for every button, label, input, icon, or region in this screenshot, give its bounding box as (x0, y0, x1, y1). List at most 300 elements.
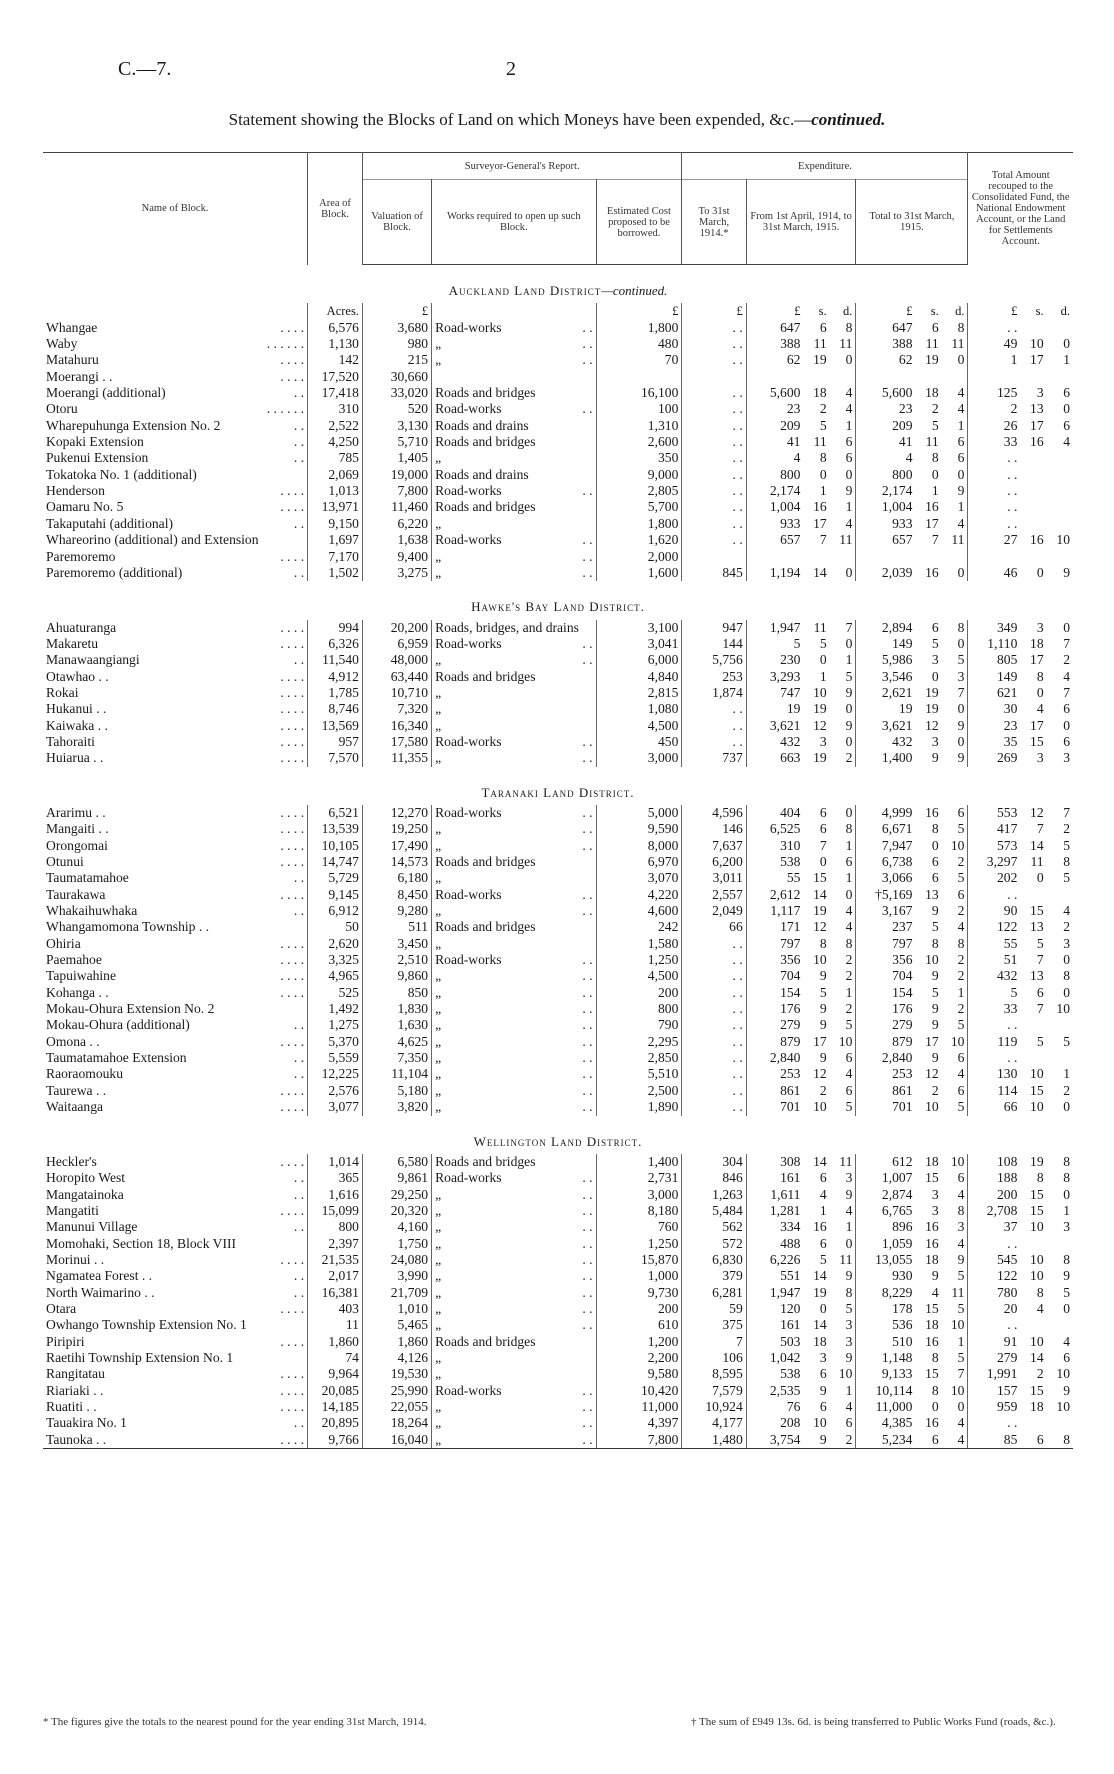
est-cost-cell: 2,000 (596, 549, 682, 565)
period-pounds: 2,840 (769, 1050, 801, 1066)
recouped-shillings: 5 (1036, 1033, 1044, 1049)
recouped-shillings: 4 (1036, 1300, 1044, 1316)
block-name-cell (43, 1268, 308, 1284)
period-shillings: 3 (819, 1349, 827, 1365)
total-pounds: 6,738 (881, 854, 913, 869)
block-name: Henderson (46, 483, 105, 499)
table-header (43, 153, 1073, 265)
period-pounds: 41 (786, 434, 801, 450)
total-shillings: 16 (925, 1235, 939, 1251)
period-shillings: 18 (813, 385, 827, 401)
leader-dots: . . (582, 483, 593, 499)
recouped-pounds: 49 (1003, 336, 1018, 352)
recouped-pounds: . . (1007, 886, 1018, 902)
total-shillings: 12 (925, 1066, 939, 1082)
area-cell: 13,539 (308, 821, 363, 837)
area-cell: 525 (308, 985, 363, 1001)
est-cost-cell: 2,850 (596, 1050, 682, 1066)
block-name-cell (43, 1170, 308, 1186)
total-pence: 10 (942, 1034, 968, 1050)
est-cost-cell: 100 (596, 401, 682, 417)
valuation-cell: 5,180 (362, 1083, 431, 1099)
est-cost-cell: 4,220 (596, 887, 682, 903)
to-1914-cell: 1,263 (682, 1187, 746, 1203)
total-pounds: 178 (892, 1300, 913, 1316)
block-name-cell (43, 1050, 308, 1066)
block-name-cell (43, 1203, 308, 1219)
total-pounds: 3,167 (881, 903, 913, 919)
works-cell (432, 821, 597, 837)
period-pence: 1 (830, 838, 856, 854)
period-pounds: 1,947 (769, 1284, 801, 1300)
block-name: Otoru (46, 401, 78, 417)
table-row (43, 1170, 1073, 1186)
recouped-pence: 0 (1063, 1099, 1070, 1115)
recouped-pence: 6 (1063, 385, 1070, 401)
block-name: Tauakira No. 1 (46, 1415, 127, 1431)
total-pounds: 7,947 (881, 837, 913, 853)
header-name: Name of Block. (43, 153, 308, 265)
works-text: „ (435, 1186, 442, 1202)
total-shillings: 5 (931, 417, 939, 433)
recouped-pounds: 130 (997, 1066, 1018, 1082)
total-pounds: 2,894 (881, 619, 913, 635)
block-name-cell (43, 718, 308, 734)
recouped-pence (1047, 1317, 1073, 1333)
works-text: „ (435, 935, 442, 951)
total-pounds: 23 (898, 401, 913, 417)
recouped-pence: 5 (1063, 1284, 1070, 1300)
period-shillings: 14 (813, 1153, 827, 1169)
block-name-cell (43, 320, 308, 336)
to-1914-cell (682, 369, 746, 385)
works-cell (432, 336, 597, 352)
period-pounds: 663 (780, 750, 801, 766)
area-cell: 9,766 (308, 1432, 363, 1449)
period-pence: 5 (830, 669, 856, 685)
to-1914-cell: . . (682, 418, 746, 434)
total-shillings (915, 369, 941, 385)
area-cell: 12,225 (308, 1066, 363, 1082)
leader-dots: . . . . (280, 684, 305, 700)
period-pence: 0 (830, 467, 856, 483)
period-pounds: 1,117 (770, 903, 801, 919)
works-cell (432, 320, 597, 336)
period-pence: 4 (830, 903, 856, 919)
works-cell (432, 854, 597, 870)
works-cell (432, 903, 597, 919)
works-cell (432, 1083, 597, 1099)
period-pounds: 879 (780, 1033, 801, 1049)
block-name-cell (43, 516, 308, 532)
area-cell: 9,964 (308, 1366, 363, 1382)
table-row (43, 1066, 1073, 1082)
works-cell (432, 1034, 597, 1050)
table-row (43, 1399, 1073, 1415)
works-cell (432, 887, 597, 903)
est-cost-cell: 1,000 (596, 1268, 682, 1284)
works-cell (432, 450, 597, 466)
est-cost-cell: 450 (596, 734, 682, 750)
works-cell (432, 1268, 597, 1284)
valuation-cell: 511 (362, 919, 431, 935)
est-cost-cell: 350 (596, 450, 682, 466)
to-1914-cell: 5,756 (682, 652, 746, 668)
period-shillings: 9 (819, 968, 827, 984)
table-row (43, 450, 1073, 466)
recouped-shillings: 4 (1036, 701, 1044, 717)
period-pence: 6 (830, 434, 856, 450)
period-pence: 0 (830, 636, 856, 652)
leader-dots: . . (293, 385, 305, 401)
recouped-pounds: . . (1007, 450, 1018, 466)
works-text: „ (435, 450, 442, 466)
block-name: Makaretu (46, 635, 99, 651)
total-pence: 9 (942, 750, 968, 766)
recouped-pence (1047, 450, 1073, 466)
works-cell (432, 652, 597, 668)
works-cell (432, 636, 597, 652)
block-name: Huiarua . . (46, 750, 104, 766)
block-name-cell (43, 685, 308, 701)
district-title: Hawke's Bay Land District. (471, 599, 645, 615)
leader-dots: . . . . (280, 548, 305, 564)
total-shillings: 10 (925, 1099, 939, 1115)
recouped-pounds: 108 (997, 1153, 1018, 1169)
recouped-pence: 0 (1063, 401, 1070, 417)
block-name-cell (43, 620, 308, 636)
block-name: Kohanga . . (46, 984, 109, 1000)
total-shillings: 6 (915, 1432, 941, 1449)
period-pence: 2 (830, 968, 856, 984)
total-shillings: 16 (925, 564, 939, 580)
period-pence: 5 (830, 1017, 856, 1033)
table-row (43, 1383, 1073, 1399)
total-pence: 5 (942, 1301, 968, 1317)
recouped-shillings: 6 (1036, 984, 1044, 1000)
works-cell (432, 352, 597, 368)
total-shillings: 3 (931, 733, 939, 749)
table-row (43, 903, 1073, 919)
leader-dots: . . (582, 952, 593, 968)
period-pounds: 23 (786, 401, 801, 417)
period-pounds: 2,612 (769, 886, 801, 902)
to-1914-cell: . . (682, 320, 746, 336)
period-pence: 1 (830, 499, 856, 515)
area-cell: 3,077 (308, 1099, 363, 1115)
recouped-pence (1047, 1236, 1073, 1252)
leader-dots: . . . . (280, 1366, 305, 1382)
leader-dots: . . (582, 1251, 593, 1267)
valuation-cell: 16,040 (362, 1432, 431, 1449)
period-pounds: 279 (780, 1017, 801, 1033)
total-pounds: 879 (892, 1033, 913, 1049)
period-pounds: 4 (793, 450, 801, 466)
recouped-pounds: 90 (1003, 903, 1018, 919)
total-shillings: 16 (925, 499, 939, 515)
total-pounds: 3,621 (881, 717, 913, 733)
area-cell: 994 (308, 620, 363, 636)
works-cell (432, 565, 597, 581)
total-shillings: 17 (925, 1033, 939, 1049)
period-shillings: 12 (813, 717, 827, 733)
total-pence (942, 549, 968, 565)
works-text: Roads and bridges (435, 385, 536, 401)
total-pounds: 896 (892, 1219, 913, 1235)
table-row (43, 1017, 1073, 1033)
period-pence: 5 (830, 1301, 856, 1317)
period-shillings: 6 (819, 804, 827, 820)
period-pounds: 704 (780, 968, 801, 984)
total-shillings: 6 (931, 319, 939, 335)
table-row (43, 418, 1073, 434)
leader-dots: . . (293, 870, 305, 886)
period-pounds: 171 (780, 919, 801, 935)
period-shillings (803, 369, 829, 385)
recouped-pence: 0 (1063, 619, 1070, 635)
period-pounds: 230 (780, 652, 801, 668)
period-shillings: 0 (819, 652, 827, 668)
period-shillings: 5 (819, 417, 827, 433)
table-row (43, 1187, 1073, 1203)
recouped-pounds: 432 (997, 968, 1018, 984)
works-text: „ (435, 1349, 442, 1365)
to-1914-cell: . . (682, 1099, 746, 1115)
est-cost-cell: 4,397 (596, 1415, 682, 1431)
period-shillings: 19 (813, 750, 827, 766)
block-name: Whakaihuwhaka (46, 903, 138, 919)
valuation-cell: 6,580 (362, 1154, 431, 1170)
period-shillings: 14 (813, 886, 827, 902)
recouped-pence: 9 (1063, 1268, 1070, 1284)
period-pence: 6 (830, 854, 856, 870)
valuation-cell: 1,750 (362, 1236, 431, 1252)
recouped-pence: 4 (1063, 668, 1070, 684)
table-row (43, 870, 1073, 886)
works-text: „ (435, 1235, 442, 1251)
area-cell: 4,250 (308, 434, 363, 450)
leader-dots: . . . . (280, 619, 305, 635)
to-1914-cell: . . (682, 734, 746, 750)
area-cell: 10,105 (308, 838, 363, 854)
recouped-pence: 2 (1063, 821, 1070, 837)
works-cell (432, 1219, 597, 1235)
block-name-cell (43, 565, 308, 581)
table-row (43, 483, 1073, 499)
valuation-cell: 7,350 (362, 1050, 431, 1066)
leader-dots: . . (582, 319, 593, 335)
works-text: „ (435, 1300, 442, 1316)
area-cell: 2,397 (308, 1236, 363, 1252)
block-name: Manunui Village (46, 1219, 138, 1235)
works-text: „ (435, 1317, 442, 1333)
valuation-cell: 1,405 (362, 450, 431, 466)
recouped-shillings: 10 (1030, 1268, 1044, 1284)
recouped-shillings: 16 (1030, 434, 1044, 450)
unit-pence: d. (942, 303, 968, 319)
block-name: Ohiria (46, 935, 81, 951)
block-name: Ruatiti . . (46, 1399, 97, 1414)
works-text: „ (435, 1431, 442, 1447)
period-pence: 11 (830, 336, 856, 352)
unit-pounds: £ (906, 304, 913, 319)
total-shillings: 11 (925, 434, 939, 450)
period-pounds: 503 (780, 1333, 801, 1349)
to-1914-cell: 737 (682, 750, 746, 766)
valuation-cell: 850 (362, 985, 431, 1001)
est-cost-cell: 7,800 (596, 1432, 682, 1449)
recouped-pounds: 27 (1003, 532, 1018, 548)
recouped-pounds: 33 (1003, 434, 1018, 450)
total-pounds: 432 (892, 733, 913, 749)
period-shillings: 16 (813, 499, 827, 515)
block-name: Orongomai (46, 837, 108, 853)
total-pounds: 5,600 (881, 385, 913, 401)
period-shillings: 0 (819, 466, 827, 482)
table-row (43, 401, 1073, 417)
leader-dots: . . (582, 1268, 593, 1284)
recouped-shillings: 3 (1036, 385, 1044, 401)
table-row (43, 1001, 1073, 1017)
block-name-cell (43, 701, 308, 717)
period-shillings: 9 (819, 1001, 827, 1017)
works-text: „ (435, 837, 442, 853)
block-name-cell (43, 887, 308, 903)
total-shillings: 5 (931, 984, 939, 1000)
recouped-pounds: 66 (1003, 1099, 1018, 1115)
to-1914-cell: 304 (682, 1154, 746, 1170)
to-1914-cell: 3,011 (682, 870, 746, 886)
total-pounds: 1,004 (881, 499, 913, 515)
works-cell (432, 1170, 597, 1186)
est-cost-cell: 1,580 (596, 936, 682, 952)
works-cell (432, 385, 597, 401)
area-cell: 20,085 (308, 1383, 363, 1399)
block-name: Takaputahi (additional) (46, 515, 174, 531)
to-1914-cell: . . (682, 385, 746, 401)
period-shillings: 19 (813, 701, 827, 717)
est-cost-cell: 4,840 (596, 669, 682, 685)
period-pounds: 2,174 (769, 483, 801, 499)
works-cell (432, 838, 597, 854)
total-pence: 2 (942, 952, 968, 968)
valuation-cell: 17,580 (362, 734, 431, 750)
leader-dots: . . (293, 564, 305, 580)
works-text: „ (435, 968, 442, 984)
to-1914-cell: 379 (682, 1268, 746, 1284)
unit-area: Acres. (308, 303, 363, 319)
recouped-shillings (1020, 369, 1046, 385)
block-name: Ngamatea Forest . . (46, 1268, 153, 1284)
district-heading-row (43, 265, 1073, 304)
est-cost-cell: 1,620 (596, 532, 682, 548)
recouped-shillings: 15 (1030, 1202, 1044, 1218)
recouped-pounds: 188 (997, 1170, 1018, 1186)
total-pounds: 154 (892, 984, 913, 1000)
block-name: Mangaiti . . (46, 821, 109, 837)
works-cell (432, 701, 597, 717)
total-pounds: 388 (892, 336, 913, 352)
recouped-pounds: 2,708 (986, 1202, 1018, 1218)
recouped-pounds: . . (1007, 483, 1018, 499)
block-name-cell (43, 821, 308, 837)
works-cell (432, 1301, 597, 1317)
block-name-cell (43, 936, 308, 952)
leader-dots: . . (293, 1186, 305, 1202)
period-pounds: 154 (780, 984, 801, 1000)
recouped-shillings: 10 (1030, 336, 1044, 352)
recouped-pence: 8 (1063, 968, 1070, 984)
to-1914-cell: . . (682, 936, 746, 952)
works-text: „ (435, 1219, 442, 1235)
total-shillings: 9 (931, 1001, 939, 1017)
units-name (43, 303, 308, 319)
est-cost-cell: 2,500 (596, 1083, 682, 1099)
total-pounds: 5,234 (856, 1432, 916, 1449)
table-row (43, 685, 1073, 701)
total-pence: 5 (942, 821, 968, 837)
valuation-cell: 7,800 (362, 483, 431, 499)
total-pence: 0 (942, 636, 968, 652)
table-row (43, 821, 1073, 837)
table-row (43, 952, 1073, 968)
recouped-pounds: 125 (997, 385, 1018, 401)
valuation-cell: 3,680 (362, 320, 431, 336)
leader-dots: . . (582, 1050, 593, 1066)
recouped-pence: 4 (1063, 1333, 1070, 1349)
total-pounds: 2,621 (881, 684, 913, 700)
total-shillings: 1 (931, 483, 939, 499)
recouped-pence: 9 (1063, 1382, 1070, 1398)
est-cost-cell: 1,800 (596, 516, 682, 532)
total-pence: 6 (942, 805, 968, 821)
district-heading (43, 1116, 1073, 1154)
total-pounds: 1,007 (881, 1170, 913, 1186)
total-pounds: 6,671 (881, 821, 913, 837)
works-text: „ (435, 564, 442, 580)
recouped-pounds: . . (1007, 1235, 1018, 1251)
to-1914-cell: 10,924 (682, 1399, 746, 1415)
total-shillings: 18 (925, 1251, 939, 1267)
district-heading-row (43, 1116, 1073, 1154)
total-pounds: 933 (892, 515, 913, 531)
works-cell (432, 1187, 597, 1203)
to-1914-cell (682, 549, 746, 565)
total-pence: 4 (942, 919, 968, 935)
recouped-pence: 10 (1056, 1001, 1070, 1017)
recouped-pounds: 51 (1003, 952, 1018, 968)
block-name: Tapuiwahine (46, 968, 117, 984)
block-name-cell (43, 952, 308, 968)
table-row (43, 499, 1073, 515)
total-shillings: 16 (925, 1219, 939, 1235)
recouped-shillings (1020, 1236, 1046, 1252)
period-pounds: 62 (786, 352, 801, 368)
unit-shillings: s. (1035, 304, 1044, 319)
recouped-shillings: 14 (1030, 837, 1044, 853)
block-name: Whangamomona Township . . (46, 919, 210, 935)
block-name-cell (43, 734, 308, 750)
period-shillings: 11 (813, 434, 827, 450)
recouped-shillings: 15 (1030, 1186, 1044, 1202)
est-cost-cell: 6,000 (596, 652, 682, 668)
block-name: Raoraomouku (46, 1066, 124, 1082)
period-shillings: 4 (819, 1186, 827, 1202)
works-cell (432, 516, 597, 532)
works-text: Roads and drains (435, 466, 529, 482)
area-cell: 11 (308, 1317, 363, 1333)
recouped-pence: 8 (1063, 1170, 1070, 1186)
